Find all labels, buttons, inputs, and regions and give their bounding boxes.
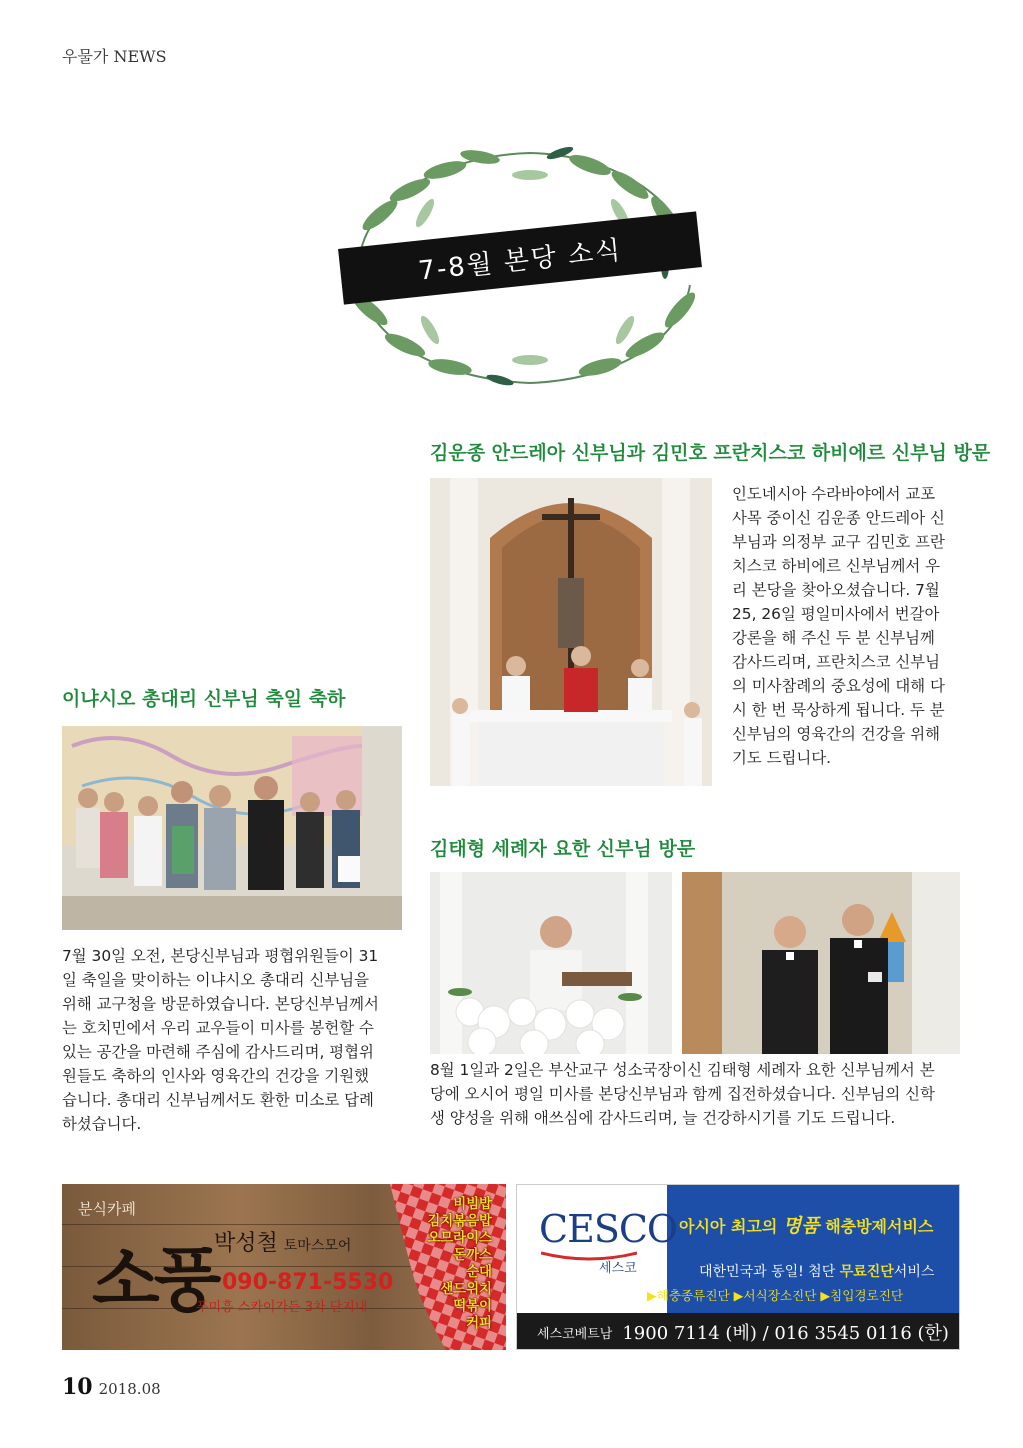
issue-date: 2018.08 (98, 1380, 161, 1398)
article1-line: 인도네시아 수라바야에서 교포 (732, 485, 936, 503)
article3-line: 8월 1일과 2일은 부산교구 성소국장이신 김태형 세례자 요한 신부님께서 본 (430, 1061, 935, 1079)
article1-line: 기도 드립니다. (732, 749, 831, 767)
article2-line: 있는 공간을 마련해 주심에 감사드리며, 평협위 (62, 1043, 374, 1061)
article2-line: 위해 교구청을 방문하였습니다. 본당신부님께서 (62, 995, 379, 1013)
article1-line: 치스코 하비에르 신부님께서 우 (732, 557, 940, 575)
article1-line: 신부님의 영육간의 건강을 위해 (732, 725, 940, 743)
article1-line: 강론을 해 주신 두 분 신부님께 (732, 629, 935, 647)
ad-sopung-cafe (62, 1184, 506, 1350)
article1-line: 부님과 의정부 교구 김민호 프란 (732, 533, 945, 551)
article1-line: 리 본당을 찾아오셨습니다. 7월 (732, 581, 940, 599)
ad-address: 푸미흥 스카이가든 3차 단지내 (196, 1300, 368, 1315)
article2-heading: 이냐시오 총대리 신부님 축일 축하 (62, 688, 346, 710)
article1-line: 시 한 번 묵상하게 됩니다. 두 분 (732, 701, 945, 719)
menu-item: 김치볶음밥 (427, 1214, 492, 1229)
ad-owner (214, 1226, 351, 1257)
article2-body (62, 944, 402, 1136)
ad-owner-title: 토마스모어 (283, 1238, 352, 1254)
article3-heading: 김태형 세례자 요한 신부님 방문 (430, 838, 696, 860)
contact-numbers: 1900 7114 (베) / 016 3545 0116 (한) (622, 1323, 949, 1344)
article1-line: 감사드리며, 프란치스코 신부님 (732, 653, 940, 671)
photo-altar-mass (430, 478, 712, 786)
running-head: 우물가 NEWS (62, 47, 167, 66)
article3-line: 생 양성을 위해 애쓰심에 감사드리며, 늘 건강하시기를 기도 드립니다. (430, 1109, 896, 1127)
article1-heading: 김운종 안드레아 신부님과 김민호 프란치스코 하비에르 신부님 방문 (430, 442, 991, 464)
menu-item: 비빔밥 (453, 1197, 492, 1212)
article2-line: 는 호치민에서 우리 교우들이 미사를 봉헌할 수 (62, 1019, 374, 1037)
slogan2-post: 서비스 (893, 1264, 935, 1280)
cesco-services: ▶해충종류진단 ▶서식장소진단 ▶침입경로진단 (647, 1288, 904, 1303)
slogan2-em: 무료진단 (839, 1264, 894, 1280)
menu-item: 오므라이스 (427, 1231, 492, 1246)
page-number: 10 (62, 1374, 93, 1400)
article3-line: 당에 오시어 평일 미사를 본당신부님과 함께 집전하셨습니다. 신부님의 신학 (430, 1085, 935, 1103)
article1-line: 사목 중이신 김운종 안드레아 신 (732, 509, 945, 527)
section-title: 7-8월 본당 소식 (416, 234, 624, 287)
article2-line: 습니다. 총대리 신부님께서도 환한 미소로 답례 (62, 1091, 374, 1109)
cesco-contact (517, 1313, 960, 1350)
cesco-logo: CESCO (539, 1207, 678, 1251)
menu-item: 떡볶이 (453, 1299, 492, 1314)
article2-line: 7월 30일 오전, 본당신부님과 평협위원들이 31 (62, 947, 379, 965)
article1-body (732, 482, 962, 770)
cesco-slogan (679, 1211, 933, 1238)
menu-item: 순대 (466, 1265, 492, 1280)
article1-line: 25, 26일 평일미사에서 번갈아 (732, 605, 940, 623)
article1-line: 의 미사참례의 중요성에 대해 다 (732, 677, 945, 695)
article2-line: 일 축일을 맞이하는 이냐시오 총대리 신부님을 (62, 971, 369, 989)
ad-cafe-label: 분식카페 (78, 1200, 136, 1218)
ad-cesco (516, 1184, 960, 1350)
slogan-pre: 아시아 최고의 (679, 1217, 778, 1236)
slogan2-pre: 대한민국과 동일! 첨단 (699, 1264, 836, 1280)
page-folio (62, 1374, 161, 1400)
article2-line: 하셨습니다. (62, 1115, 142, 1133)
article3-body (430, 1058, 962, 1130)
menu-item: 샌드위치 (440, 1282, 492, 1297)
ad-brand-name: 소풍 (92, 1238, 216, 1321)
cesco-slogan2 (699, 1261, 934, 1281)
article2-line: 원들도 축하의 인사와 영육간의 건강을 기원했 (62, 1067, 369, 1085)
slogan-post: 해충방제서비스 (825, 1217, 934, 1236)
menu-item: 커피 (466, 1316, 492, 1331)
menu-item: 돈까스 (453, 1248, 492, 1263)
ad-owner-name: 박성철 (214, 1231, 278, 1256)
cesco-logo-sub: 세스코 (599, 1261, 637, 1276)
ad-menu-list (427, 1196, 492, 1332)
ad-phone: 090-871-5530 (222, 1270, 394, 1295)
photo-group-feast (62, 726, 402, 930)
contact-label: 세스코베트남 (537, 1326, 613, 1342)
slogan-em: 명품 (782, 1215, 820, 1237)
photo-two-priests (682, 872, 960, 1054)
photo-priest-homily (430, 872, 672, 1054)
